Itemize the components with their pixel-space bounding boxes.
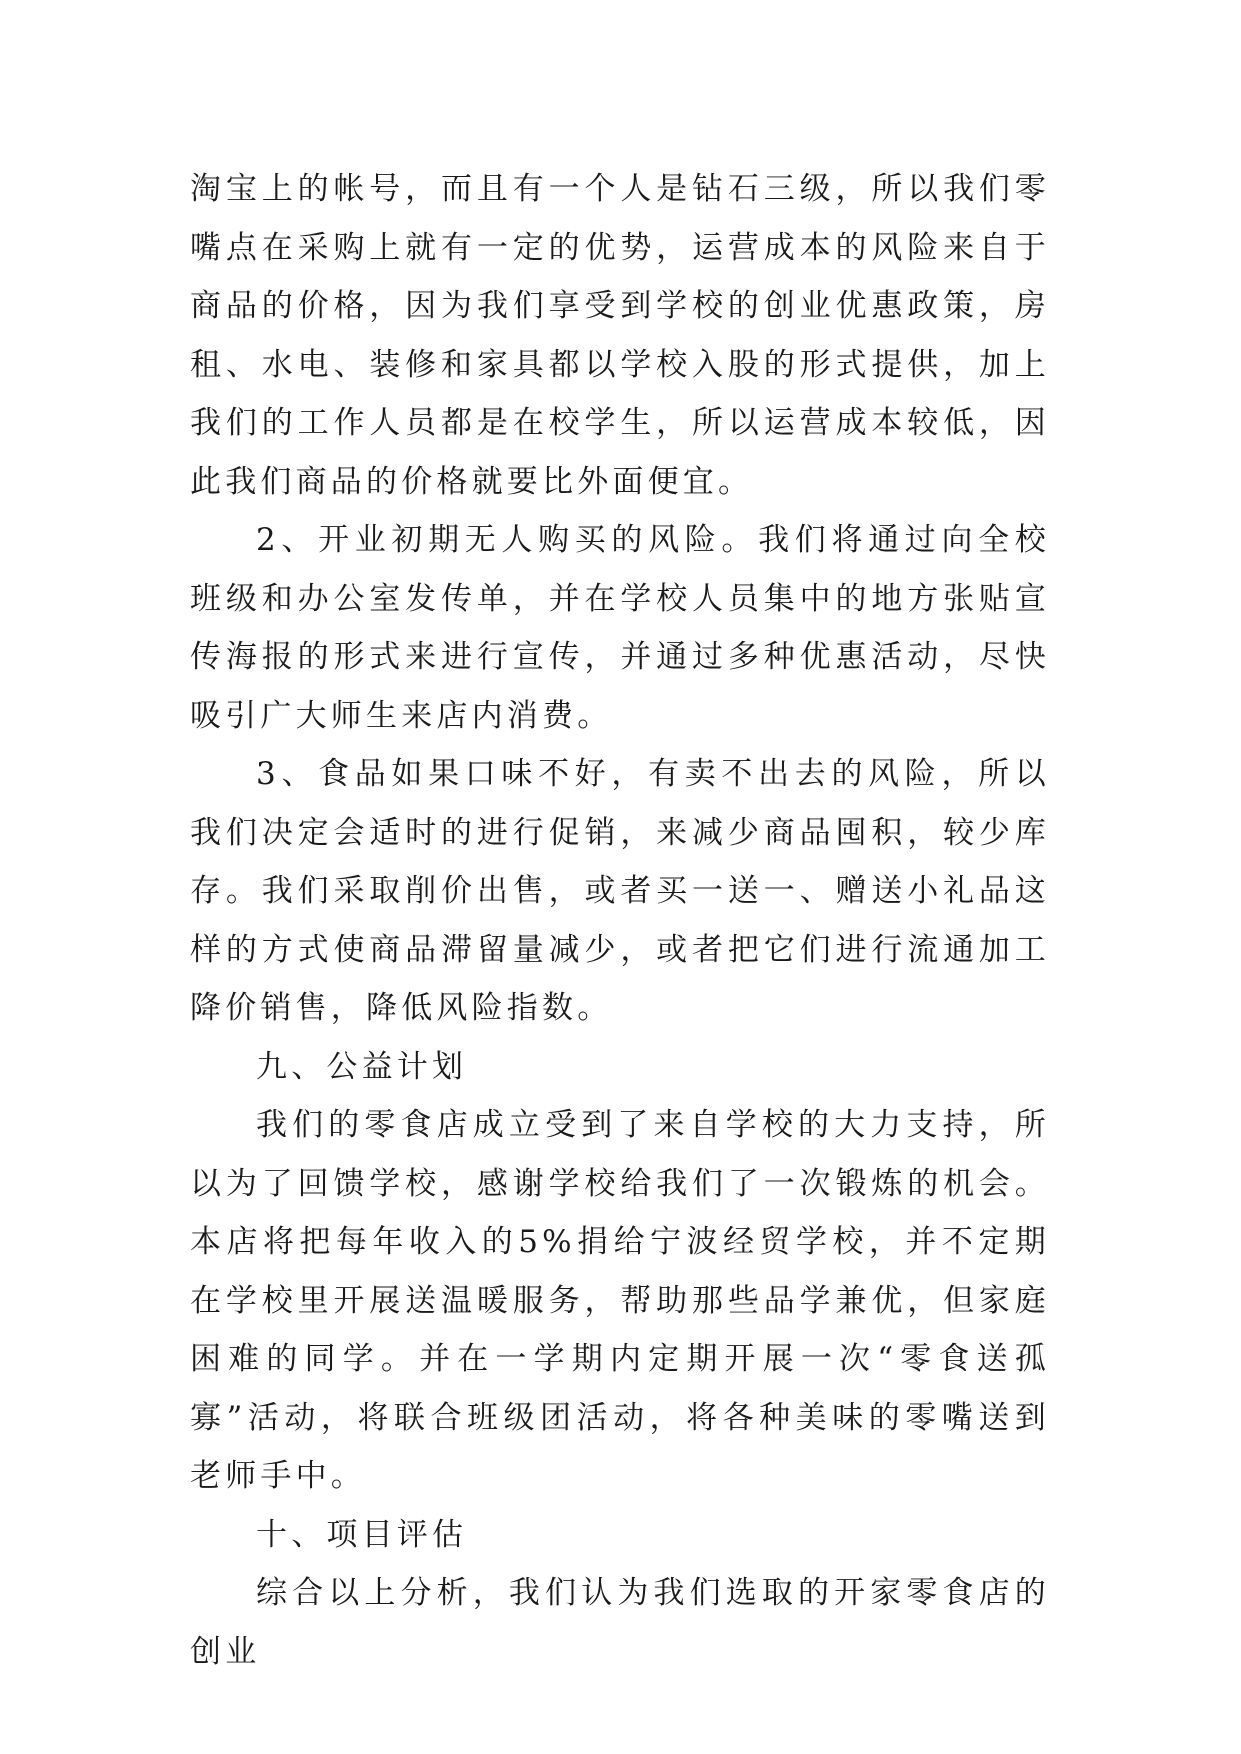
- section-heading-charity-plan: 九、公益计划: [256, 1048, 468, 1085]
- section-heading-project-evaluation: 十、项目评估: [256, 1516, 468, 1553]
- paragraph-project-evaluation: 综合以上分析，我们认为我们选取的开家零食店的创业: [190, 1575, 1050, 1670]
- paragraph-risk-cost-continued: 淘宝上的帐号，而且有一个人是钻石三级，所以我们零嘴点在采购上就有一定的优势，运营成本的风险来自于商品的价格，因为我们享受到学校的创业优惠政策，房租、水电、装修和家具都以学校入股的形式提供，加上我们的工作人员都是在校学生，所以运营成本较低，因此我们商品的价格就要比外面便宜。: [190, 171, 1050, 500]
- document-body: [190, 160, 1050, 1681]
- paragraph-risk-taste: 3、食品如果口味不好，有卖不出去的风险，所以我们决定会适时的进行促销，来减少商品囤积，较少库存。我们采取削价出售，或者买一送一、赠送小礼品这样的方式使商品滞留量减少，或者把它们进行流通加工降价销售，降低风险指数。: [190, 756, 1050, 1026]
- paragraph-charity-plan: 我们的零食店成立受到了来自学校的大力支持，所以为了回馈学校，感谢学校给我们了一次锻炼的机会。本店将把每年收入的5%捐给宁波经贸学校，并不定期在学校里开展送温暖服务，帮助那些品学兼优，但家庭困难的同学。并在一学期内定期开展一次“零食送孤寡”活动，将联合班级团活动，将各种美味的零嘴送到老师手中。: [190, 1107, 1050, 1494]
- paragraph-risk-no-buyers: 2、开业初期无人购买的风险。我们将通过向全校班级和办公室发传单，并在学校人员集中的地方张贴宣传海报的形式来进行宣传，并通过多种优惠活动，尽快吸引广大师生来店内消费。: [190, 522, 1050, 734]
